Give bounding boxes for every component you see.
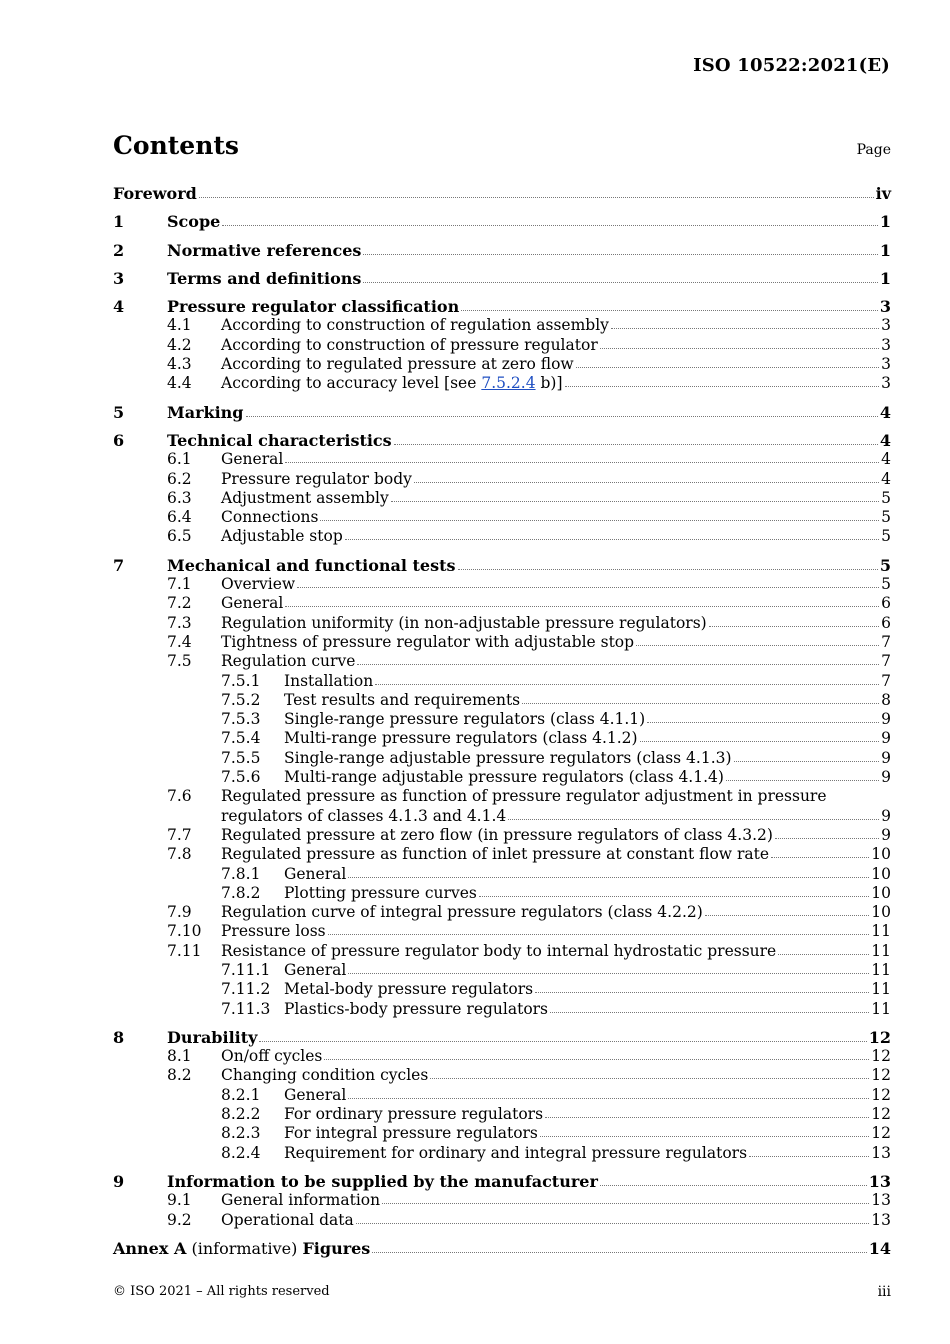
toc-entry-number: 6.3: [167, 488, 192, 507]
toc-entry-page: 13: [868, 1171, 891, 1191]
toc-entry-number: 4.3: [167, 355, 192, 374]
toc-entry-title: Test results and requirements: [284, 690, 521, 709]
dot-leader: [259, 1040, 866, 1042]
annex-label: Annex A: [113, 1238, 187, 1258]
toc-entry-page: 3: [881, 374, 891, 393]
toc-entry-title: Single-range adjustable pressure regulators (class 4.1.3): [284, 748, 732, 767]
toc-entry-number: 8.2.2: [221, 1105, 261, 1124]
dot-leader: [345, 538, 879, 540]
toc-entry-title: Adjustment assembly: [221, 488, 389, 507]
toc-entry-8-2-2[interactable]: [113, 1105, 891, 1124]
toc-entry-number: 6: [113, 430, 125, 450]
toc-entry-title: Regulation curve: [221, 652, 356, 671]
toc-entry-8-1[interactable]: [113, 1047, 891, 1066]
toc-entry-page: 6: [881, 613, 891, 632]
toc-entry-7-1[interactable]: [113, 575, 891, 594]
toc-entry-title: Overview: [221, 575, 296, 594]
dot-leader: [771, 856, 869, 858]
toc-entry-page: 9: [881, 768, 891, 787]
toc-entry-number: 3: [113, 268, 125, 288]
toc-entry-title: Plotting pressure curves: [284, 883, 477, 902]
toc-entry-title: General: [284, 960, 347, 979]
dot-leader: [285, 605, 879, 607]
dot-leader: [461, 309, 878, 311]
toc-entry-page: 11: [871, 960, 891, 979]
toc-entry-title: Metal-body pressure regulators: [284, 980, 534, 999]
toc-entry-number: 4.2: [167, 335, 192, 354]
toc-entry-page: 3: [881, 335, 891, 354]
toc-entry-title: General: [284, 1085, 347, 1104]
dot-leader: [430, 1077, 869, 1079]
toc-entry-7-3[interactable]: [113, 614, 891, 633]
toc-entry-title: Resistance of pressure regulator body to internal hydrostatic pressure: [221, 941, 777, 960]
toc-entry-title: Operational data: [221, 1210, 354, 1229]
toc-entry-title: Plastics-body pressure regulators: [284, 999, 549, 1018]
toc-entry-page: 14: [868, 1238, 891, 1258]
toc-entry-title: According to regulated pressure at zero flow: [221, 355, 574, 374]
toc-entry-7-5-1[interactable]: [113, 672, 891, 691]
toc-entry-title: Regulation curve of integral pressure regulators (class 4.2.2): [221, 903, 703, 922]
toc-entry-number: 1: [113, 212, 125, 232]
dot-leader: [522, 702, 879, 704]
toc-entry-page: 12: [871, 1105, 891, 1124]
toc-entry-7-5-4[interactable]: [113, 729, 891, 748]
dot-leader: [775, 837, 879, 839]
toc-entry-title: Multi-range pressure regulators (class 4.1.2): [284, 729, 638, 748]
toc-entry-7-11-2[interactable]: [113, 980, 891, 999]
toc-entry-title-line2: regulators of classes 4.1.3 and 4.1.4: [221, 806, 507, 825]
toc-entry-page: 12: [871, 1066, 891, 1085]
toc-entry-number: 7.11.2: [221, 980, 271, 999]
dot-leader: [734, 760, 880, 762]
toc-entry-page: 5: [879, 555, 891, 575]
toc-entry-title: Mechanical and functional tests: [167, 555, 456, 575]
dot-leader: [600, 347, 879, 349]
dot-leader: [357, 663, 879, 665]
toc-entry-title-line1: Regulated pressure as function of pressure regulator adjustment in pressure: [221, 787, 827, 806]
toc-entry-7-11[interactable]: [113, 942, 891, 961]
toc-entry-4-4[interactable]: [113, 374, 891, 393]
dot-leader: [576, 366, 879, 368]
toc-entry-title: Durability: [167, 1027, 258, 1047]
toc-entry-number: 6.1: [167, 450, 192, 469]
toc-entry-number: 7.4: [167, 632, 192, 651]
toc-entry-number: 7.5.1: [221, 671, 261, 690]
toc-entry-7-11-3[interactable]: [113, 1000, 891, 1019]
toc-entry-8-2[interactable]: [113, 1066, 891, 1085]
toc-entry-title: Single-range pressure regulators (class 4.1.1): [284, 710, 646, 729]
toc-entry-title: According to construction of pressure regulator: [221, 335, 598, 354]
toc-entry-page: 11: [871, 922, 891, 941]
dot-leader: [565, 385, 880, 387]
toc-entry-title: Adjustable stop: [221, 527, 343, 546]
toc-entry-4[interactable]: [113, 297, 891, 316]
toc-entry-annex-a[interactable]: [113, 1239, 891, 1258]
toc-entry-4-3[interactable]: [113, 355, 891, 374]
dot-leader: [356, 1222, 870, 1224]
toc-entry-page: 10: [871, 883, 891, 902]
dot-leader: [285, 461, 879, 463]
toc-entry-page: 11: [871, 999, 891, 1018]
toc-entry-7-5[interactable]: [113, 652, 891, 671]
toc-entry-title: Terms and definitions: [167, 268, 362, 288]
toc-entry-number: 4.4: [167, 374, 192, 393]
toc-entry-number: 5: [113, 402, 125, 422]
toc-entry-4-1[interactable]: [113, 316, 891, 335]
dot-leader: [391, 500, 879, 502]
toc-entry-page: 5: [881, 508, 891, 527]
toc-entry-title: General: [221, 450, 284, 469]
toc-entry-number: 8.2.1: [221, 1085, 261, 1104]
toc-entry-7-5-6[interactable]: [113, 768, 891, 787]
toc-entry-title-post: b)]: [535, 374, 563, 393]
dot-leader: [640, 740, 880, 742]
toc-entry-7-7[interactable]: [113, 826, 891, 845]
copyright-notice: © ISO 2021 – All rights reserved: [113, 1284, 330, 1299]
toc-entry-title: Pressure loss: [221, 922, 326, 941]
dot-leader: [222, 224, 878, 226]
toc-entry-title: General: [221, 594, 284, 613]
toc-entry-number: 8: [113, 1027, 125, 1047]
toc-entry-number: 7.1: [167, 575, 192, 594]
toc-entry-number: 9: [113, 1171, 125, 1191]
toc-entry-number: 7.8: [167, 845, 192, 864]
dot-leader: [199, 196, 874, 198]
toc-entry-title: General: [284, 864, 347, 883]
dot-leader: [348, 876, 869, 878]
toc-entry-page: 4: [879, 430, 891, 450]
document-id: ISO 10522:2021(E): [693, 55, 890, 76]
toc-entry-6-1[interactable]: [113, 450, 891, 469]
toc-entry-page: 4: [879, 402, 891, 422]
toc-entry-title: For integral pressure regulators: [284, 1124, 538, 1143]
toc-entry-page: 5: [881, 488, 891, 507]
toc-entry-8[interactable]: [113, 1028, 891, 1047]
toc-entry-number: 2: [113, 240, 125, 260]
toc-entry-title: Foreword: [113, 184, 197, 203]
toc-entry-number: 8.2.3: [221, 1124, 261, 1143]
page-title: Contents: [113, 131, 240, 160]
toc-entry-page: 12: [871, 1047, 891, 1066]
dot-leader: [297, 586, 879, 588]
toc-entry-7[interactable]: [113, 556, 891, 575]
toc-entry-7-4[interactable]: [113, 633, 891, 652]
dot-leader: [328, 933, 870, 935]
toc-entry-7-6[interactable]: [113, 787, 891, 806]
toc-entry-foreword[interactable]: [113, 184, 891, 203]
toc-entry-page: 13: [871, 1210, 891, 1229]
toc-entry-page: 9: [881, 710, 891, 729]
dot-leader: [778, 953, 869, 955]
toc-entry-6-3[interactable]: [113, 489, 891, 508]
dot-leader: [535, 991, 869, 993]
toc-entry-number: 7.11.3: [221, 999, 271, 1018]
toc-entry-8-2-3[interactable]: [113, 1124, 891, 1143]
dot-leader: [749, 1155, 869, 1157]
toc-entry-number: 7.6: [167, 787, 192, 806]
toc-entry-7-8-2[interactable]: [113, 884, 891, 903]
toc-entry-title: For ordinary pressure regulators: [284, 1105, 544, 1124]
contents-heading-row: [113, 131, 891, 160]
dot-leader: [636, 644, 879, 646]
dot-leader: [320, 519, 879, 521]
toc-entry-number: 7.5.3: [221, 710, 261, 729]
toc-entry-number: 7.5.6: [221, 768, 261, 787]
toc-entry-number: 7.5.5: [221, 748, 261, 767]
toc-entry-7-8[interactable]: [113, 845, 891, 864]
toc-entry-page: 10: [871, 864, 891, 883]
toc-entry-8-2-1[interactable]: [113, 1086, 891, 1105]
toc-entry-number: 7.8.2: [221, 883, 261, 902]
toc-entry-page: 13: [871, 1191, 891, 1210]
toc-entry-number: 7.11: [167, 941, 202, 960]
dot-leader: [394, 443, 878, 445]
toc-entry-number: 7.2: [167, 594, 192, 613]
page-number: iii: [877, 1284, 891, 1300]
toc-entry-number: 7.5.4: [221, 729, 261, 748]
toc-entry-1[interactable]: [113, 212, 891, 231]
toc-entry-page: 11: [871, 941, 891, 960]
toc-entry-page: 9: [881, 729, 891, 748]
toc-entry-page: 1: [879, 240, 891, 260]
toc-entry-number: 7.5.2: [221, 690, 261, 709]
dot-leader: [414, 481, 879, 483]
toc-entry-number: 6.2: [167, 469, 192, 488]
dot-leader: [600, 1184, 867, 1186]
toc-entry-title: Requirement for ordinary and integral pressure regulators: [284, 1143, 748, 1162]
toc-entry-7-8-1[interactable]: [113, 865, 891, 884]
toc-entry-title: Multi-range adjustable pressure regulators (class 4.1.4): [284, 768, 724, 787]
toc-entry-title: Tightness of pressure regulator with adjustable stop: [221, 632, 635, 651]
toc-entry-title: Regulated pressure at zero flow (in pressure regulators of class 4.3.2): [221, 825, 773, 844]
toc-entry-page: 5: [881, 575, 891, 594]
toc-entry-number: 7.3: [167, 613, 192, 632]
toc-entry-title-pre: According to accuracy level [see: [221, 374, 482, 393]
toc-entry-title: Changing condition cycles: [221, 1066, 429, 1085]
dot-leader: [363, 253, 877, 255]
toc-entry-number: 9.2: [167, 1210, 192, 1229]
annex-title: Figures: [302, 1238, 371, 1258]
dot-leader: [246, 415, 878, 417]
toc-entry-page: 13: [871, 1143, 891, 1162]
dot-leader: [372, 1251, 866, 1253]
toc-entry-page: 3: [881, 316, 891, 335]
dot-leader: [540, 1135, 869, 1137]
toc-entry-number: 6.5: [167, 527, 192, 546]
toc-entry-7-5-3[interactable]: [113, 710, 891, 729]
toc-entry-title: [221, 374, 563, 393]
toc-entry-title: Pressure regulator classification: [167, 297, 460, 317]
toc-entry-title: [113, 1239, 370, 1258]
toc-entry-page: 3: [879, 297, 891, 317]
dot-leader: [348, 972, 869, 974]
toc-entry-page: 12: [868, 1027, 891, 1047]
dot-leader: [458, 568, 878, 570]
toc-entry-6-5[interactable]: [113, 527, 891, 546]
toc-entry-page: 7: [881, 671, 891, 690]
toc-entry-page: 7: [881, 652, 891, 671]
dot-leader: [348, 1097, 869, 1099]
toc-entry-number: 7.10: [167, 922, 202, 941]
dot-leader: [726, 779, 879, 781]
toc-entry-number: 8.2.4: [221, 1143, 261, 1162]
toc-entry-title: Scope: [167, 212, 221, 232]
toc-entry-title: Regulation uniformity (in non-adjustable pressure regulators): [221, 613, 707, 632]
toc-entry-number: 7.9: [167, 903, 192, 922]
page-column-label: Page: [856, 142, 891, 158]
toc-entry-title: Technical characteristics: [167, 430, 392, 450]
toc-entry-number: 8.1: [167, 1047, 192, 1066]
toc-entry-page: 1: [879, 268, 891, 288]
toc-entry-7-6-continued[interactable]: [113, 807, 891, 826]
toc-entry-page: 4: [881, 450, 891, 469]
table-of-contents: [113, 184, 891, 1258]
toc-entry-page: 5: [881, 527, 891, 546]
dot-leader: [705, 914, 869, 916]
toc-entry-page: 1: [879, 212, 891, 232]
toc-entry-6[interactable]: [113, 431, 891, 450]
toc-entry-7-9[interactable]: [113, 903, 891, 922]
toc-entry-page: iv: [875, 184, 891, 203]
toc-entry-title: Connections: [221, 508, 319, 527]
toc-entry-page: 3: [881, 355, 891, 374]
toc-entry-number: 4.1: [167, 316, 192, 335]
dot-leader: [324, 1058, 869, 1060]
toc-entry-7-10[interactable]: [113, 922, 891, 941]
toc-entry-3[interactable]: [113, 269, 891, 288]
toc-entry-title: On/off cycles: [221, 1047, 323, 1066]
dot-leader: [611, 327, 879, 329]
annex-type: (informative): [186, 1238, 303, 1258]
toc-entry-number: 8.2: [167, 1066, 192, 1085]
toc-entry-title: Information to be supplied by the manufacturer: [167, 1171, 598, 1191]
dot-leader: [647, 721, 879, 723]
toc-entry-2[interactable]: [113, 241, 891, 260]
toc-entry-9-2[interactable]: [113, 1211, 891, 1230]
toc-entry-number: 7: [113, 555, 125, 575]
toc-entry-title: Regulated pressure as function of inlet pressure at constant flow rate: [221, 845, 770, 864]
toc-entry-page: 8: [881, 690, 891, 709]
toc-entry-9[interactable]: [113, 1172, 891, 1191]
toc-entry-number: 7.5: [167, 652, 192, 671]
toc-entry-number: 7.8.1: [221, 864, 261, 883]
toc-entry-page: 10: [871, 903, 891, 922]
toc-entry-page: 6: [881, 594, 891, 613]
toc-entry-page: 9: [881, 806, 891, 825]
dot-leader: [363, 281, 877, 283]
dot-leader: [375, 683, 879, 685]
toc-entry-6-4[interactable]: [113, 508, 891, 527]
dot-leader: [479, 895, 869, 897]
cross-reference-link[interactable]: 7.5.2.4: [481, 374, 536, 393]
toc-entry-8-2-4[interactable]: [113, 1144, 891, 1163]
toc-entry-number: 7.7: [167, 825, 192, 844]
toc-entry-title: Installation: [284, 671, 374, 690]
toc-entry-title: Marking: [167, 402, 244, 422]
toc-entry-page: 7: [881, 632, 891, 651]
toc-entry-number: 4: [113, 297, 125, 317]
toc-entry-title: According to construction of regulation assembly: [221, 316, 609, 335]
toc-entry-page: 12: [871, 1085, 891, 1104]
toc-entry-title: Pressure regulator body: [221, 469, 412, 488]
toc-entry-4-2[interactable]: [113, 336, 891, 355]
toc-entry-number: 7.11.1: [221, 960, 271, 979]
toc-entry-page: 9: [881, 825, 891, 844]
toc-entry-7-5-5[interactable]: [113, 749, 891, 768]
dot-leader: [550, 1011, 869, 1013]
toc-entry-6-2[interactable]: [113, 470, 891, 489]
toc-entry-title: General information: [221, 1191, 381, 1210]
dot-leader: [382, 1202, 869, 1204]
dot-leader: [709, 625, 879, 627]
toc-entry-9-1[interactable]: [113, 1191, 891, 1210]
toc-entry-7-11-1[interactable]: [113, 961, 891, 980]
toc-entry-page: 4: [881, 469, 891, 488]
toc-entry-number: 6.4: [167, 508, 192, 527]
dot-leader: [545, 1116, 869, 1118]
toc-entry-page: 12: [871, 1124, 891, 1143]
toc-entry-page: 11: [871, 980, 891, 999]
toc-entry-page: 10: [871, 845, 891, 864]
toc-entry-title: Normative references: [167, 240, 362, 260]
toc-entry-7-5-2[interactable]: [113, 691, 891, 710]
toc-entry-5[interactable]: [113, 403, 891, 422]
dot-leader: [508, 818, 879, 820]
toc-entry-page: 9: [881, 748, 891, 767]
toc-entry-7-2[interactable]: [113, 594, 891, 613]
toc-entry-number: 9.1: [167, 1191, 192, 1210]
